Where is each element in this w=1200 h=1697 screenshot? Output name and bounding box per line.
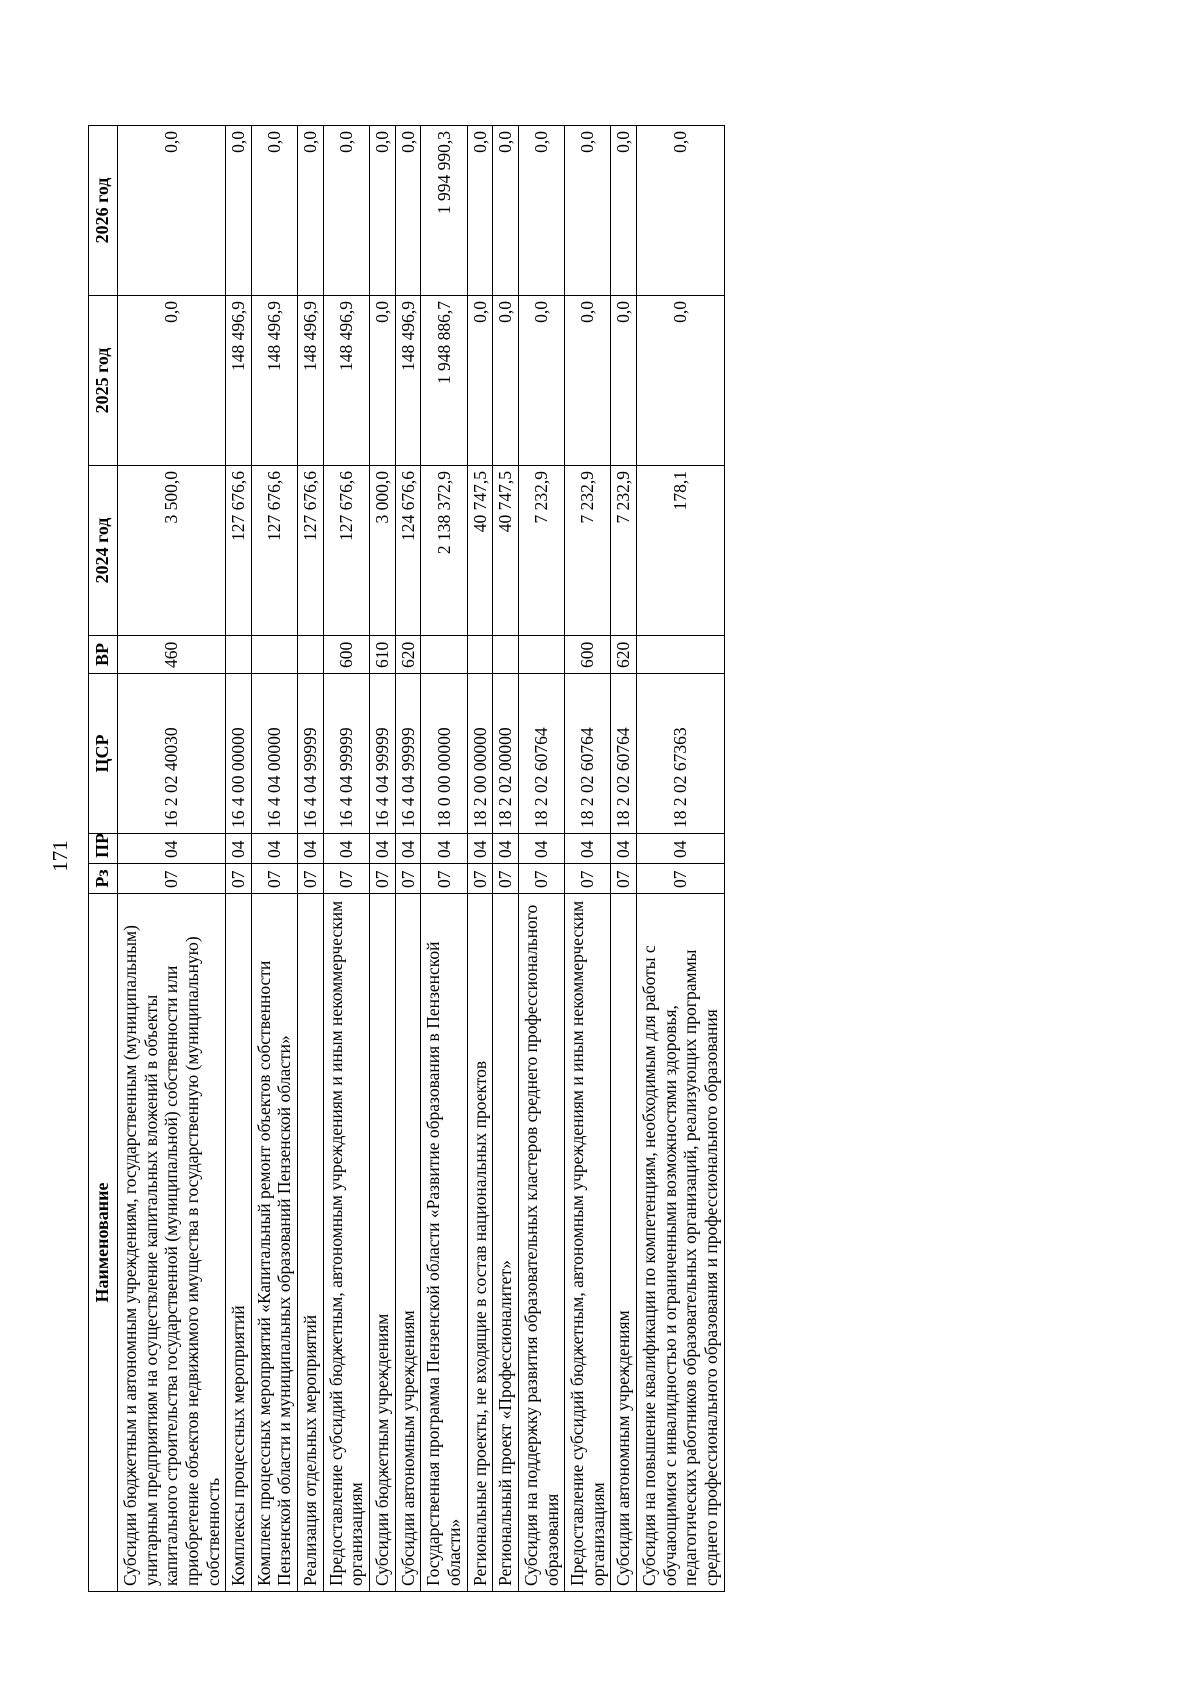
cell-csr: 16 4 04 99999 <box>370 674 396 834</box>
cell-csr: 16 4 04 99999 <box>395 674 421 834</box>
cell-vr <box>251 636 297 674</box>
header-rz: Рз <box>89 864 118 894</box>
cell-vr <box>637 636 725 674</box>
cell-2026: 0,0 <box>467 126 493 296</box>
cell-2024: 40 747,5 <box>493 466 519 636</box>
cell-rz: 07 <box>323 864 369 894</box>
cell-vr: 600 <box>565 636 611 674</box>
cell-csr: 18 2 02 67363 <box>637 674 725 834</box>
cell-2024: 124 676,6 <box>395 466 421 636</box>
cell-vr: 610 <box>370 636 396 674</box>
cell-rz: 07 <box>118 864 226 894</box>
cell-vr <box>421 636 467 674</box>
cell-2025: 148 496,9 <box>251 296 297 466</box>
cell-vr <box>493 636 519 674</box>
cell-2025: 0,0 <box>118 296 226 466</box>
cell-vr: 460 <box>118 636 226 674</box>
cell-rz: 07 <box>611 864 637 894</box>
header-csr: ЦСР <box>89 674 118 834</box>
cell-name: Субсидии бюджетным и автономным учреждениям, государственным (муниципальным) унитарным предприятиям на осуществление капитальных вложений в объекты капитального строительства государственной (муниципальной) собственности или приобретение объектов недвижимого имущества в государственную (муниципальную) собственность <box>118 894 226 1592</box>
cell-rz: 07 <box>421 864 467 894</box>
table-row <box>370 126 396 1592</box>
cell-pr: 04 <box>251 834 297 864</box>
cell-2024: 7 232,9 <box>611 466 637 636</box>
table-header-row <box>89 126 118 1592</box>
cell-2026: 1 994 990,3 <box>421 126 467 296</box>
cell-name: Государственная программа Пензенской области «Развитие образования в Пензенской области» <box>421 894 467 1592</box>
cell-name: Субсидии автономным учреждениям <box>395 894 421 1592</box>
cell-2026: 0,0 <box>251 126 297 296</box>
cell-pr: 04 <box>298 834 324 864</box>
cell-name: Реализация отдельных мероприятий <box>298 894 324 1592</box>
cell-2025: 148 496,9 <box>395 296 421 466</box>
table-row <box>323 126 369 1592</box>
cell-name: Комплексы процессных мероприятий <box>226 894 252 1592</box>
cell-csr: 16 2 02 40030 <box>118 674 226 834</box>
cell-vr: 620 <box>395 636 421 674</box>
table-row <box>565 126 611 1592</box>
cell-csr: 16 4 00 00000 <box>226 674 252 834</box>
cell-csr: 18 2 02 60764 <box>611 674 637 834</box>
cell-rz: 07 <box>637 864 725 894</box>
table-row <box>421 126 467 1592</box>
cell-vr <box>518 636 564 674</box>
table-row <box>395 126 421 1592</box>
cell-2026: 0,0 <box>637 126 725 296</box>
cell-2026: 0,0 <box>493 126 519 296</box>
cell-csr: 16 4 04 99999 <box>298 674 324 834</box>
cell-csr: 16 4 04 99999 <box>323 674 369 834</box>
cell-csr: 18 2 00 00000 <box>467 674 493 834</box>
table-row <box>226 126 252 1592</box>
cell-2024: 40 747,5 <box>467 466 493 636</box>
cell-2025: 148 496,9 <box>298 296 324 466</box>
cell-name: Региональные проекты, не входящие в состав национальных проектов <box>467 894 493 1592</box>
cell-name: Предоставление субсидий бюджетным, автономным учреждениям и иным некоммерческим организациям <box>565 894 611 1592</box>
cell-2025: 0,0 <box>518 296 564 466</box>
header-vr: ВР <box>89 636 118 674</box>
rotated-page <box>40 50 1098 1662</box>
cell-vr <box>226 636 252 674</box>
cell-2025: 0,0 <box>370 296 396 466</box>
cell-2026: 0,0 <box>298 126 324 296</box>
table-row <box>118 126 226 1592</box>
cell-2026: 0,0 <box>118 126 226 296</box>
cell-2025: 0,0 <box>467 296 493 466</box>
cell-2024: 7 232,9 <box>565 466 611 636</box>
cell-csr: 16 4 04 00000 <box>251 674 297 834</box>
cell-2024: 127 676,6 <box>298 466 324 636</box>
cell-2026: 0,0 <box>395 126 421 296</box>
cell-2025: 1 948 886,7 <box>421 296 467 466</box>
cell-2025: 148 496,9 <box>226 296 252 466</box>
cell-name: Субсидия на повышение квалификации по компетенциям, необходимым для работы с обучающимися с инвалидностью и ограниченными возможностями здоровья, педагогических работников образовательных организаций, реализующих программы среднего профессионального образования и профессионального образования <box>637 894 725 1592</box>
cell-2024: 3 500,0 <box>118 466 226 636</box>
cell-rz: 07 <box>493 864 519 894</box>
table-row <box>251 126 297 1592</box>
cell-rz: 07 <box>251 864 297 894</box>
cell-2026: 0,0 <box>323 126 369 296</box>
cell-2026: 0,0 <box>370 126 396 296</box>
cell-name: Субсидии автономным учреждениям <box>611 894 637 1592</box>
table-row <box>637 126 725 1592</box>
cell-name: Субсидия на поддержку развития образовательных кластеров среднего профессионального образования <box>518 894 564 1592</box>
cell-pr: 04 <box>518 834 564 864</box>
page-number: 171 <box>48 840 72 872</box>
header-pr: ПР <box>89 834 118 864</box>
cell-pr: 04 <box>421 834 467 864</box>
cell-2025: 0,0 <box>611 296 637 466</box>
cell-csr: 18 0 00 00000 <box>421 674 467 834</box>
cell-2026: 0,0 <box>611 126 637 296</box>
header-name: Наименование <box>89 894 118 1592</box>
cell-pr: 04 <box>323 834 369 864</box>
cell-pr: 04 <box>370 834 396 864</box>
cell-2024: 7 232,9 <box>518 466 564 636</box>
cell-pr: 04 <box>565 834 611 864</box>
cell-rz: 07 <box>298 864 324 894</box>
table-row <box>493 126 519 1592</box>
header-2025: 2025 год <box>89 296 118 466</box>
cell-2024: 2 138 372,9 <box>421 466 467 636</box>
cell-name: Региональный проект «Профессионалитет» <box>493 894 519 1592</box>
table-row <box>518 126 564 1592</box>
cell-pr: 04 <box>226 834 252 864</box>
cell-2024: 127 676,6 <box>251 466 297 636</box>
table-row <box>467 126 493 1592</box>
cell-csr: 18 2 02 60764 <box>565 674 611 834</box>
cell-csr: 18 2 02 60764 <box>518 674 564 834</box>
cell-pr: 04 <box>493 834 519 864</box>
cell-2025: 0,0 <box>493 296 519 466</box>
cell-rz: 07 <box>565 864 611 894</box>
cell-name: Комплекс процессных мероприятий «Капитальный ремонт объектов собственности Пензенской области и муниципальных образований Пензенской области» <box>251 894 297 1592</box>
cell-2025: 0,0 <box>565 296 611 466</box>
table-row <box>298 126 324 1592</box>
cell-rz: 07 <box>467 864 493 894</box>
cell-rz: 07 <box>370 864 396 894</box>
cell-pr: 04 <box>611 834 637 864</box>
cell-rz: 07 <box>518 864 564 894</box>
cell-2024: 127 676,6 <box>323 466 369 636</box>
cell-name: Субсидии бюджетным учреждениям <box>370 894 396 1592</box>
cell-csr: 18 2 02 00000 <box>493 674 519 834</box>
table-body <box>118 126 725 1592</box>
cell-2026: 0,0 <box>518 126 564 296</box>
cell-pr: 04 <box>118 834 226 864</box>
budget-table <box>88 125 725 1592</box>
cell-2025: 0,0 <box>637 296 725 466</box>
cell-2025: 148 496,9 <box>323 296 369 466</box>
cell-pr: 04 <box>467 834 493 864</box>
cell-vr: 600 <box>323 636 369 674</box>
header-2026: 2026 год <box>89 126 118 296</box>
cell-2026: 0,0 <box>226 126 252 296</box>
cell-name: Предоставление субсидий бюджетным, автономным учреждениям и иным некоммерческим организациям <box>323 894 369 1592</box>
cell-2026: 0,0 <box>565 126 611 296</box>
header-2024: 2024 год <box>89 466 118 636</box>
cell-vr <box>298 636 324 674</box>
cell-2024: 178,1 <box>637 466 725 636</box>
cell-vr: 620 <box>611 636 637 674</box>
cell-2024: 3 000,0 <box>370 466 396 636</box>
cell-pr: 04 <box>395 834 421 864</box>
cell-rz: 07 <box>226 864 252 894</box>
cell-2024: 127 676,6 <box>226 466 252 636</box>
cell-pr: 04 <box>637 834 725 864</box>
cell-vr <box>467 636 493 674</box>
table-row <box>611 126 637 1592</box>
cell-rz: 07 <box>395 864 421 894</box>
